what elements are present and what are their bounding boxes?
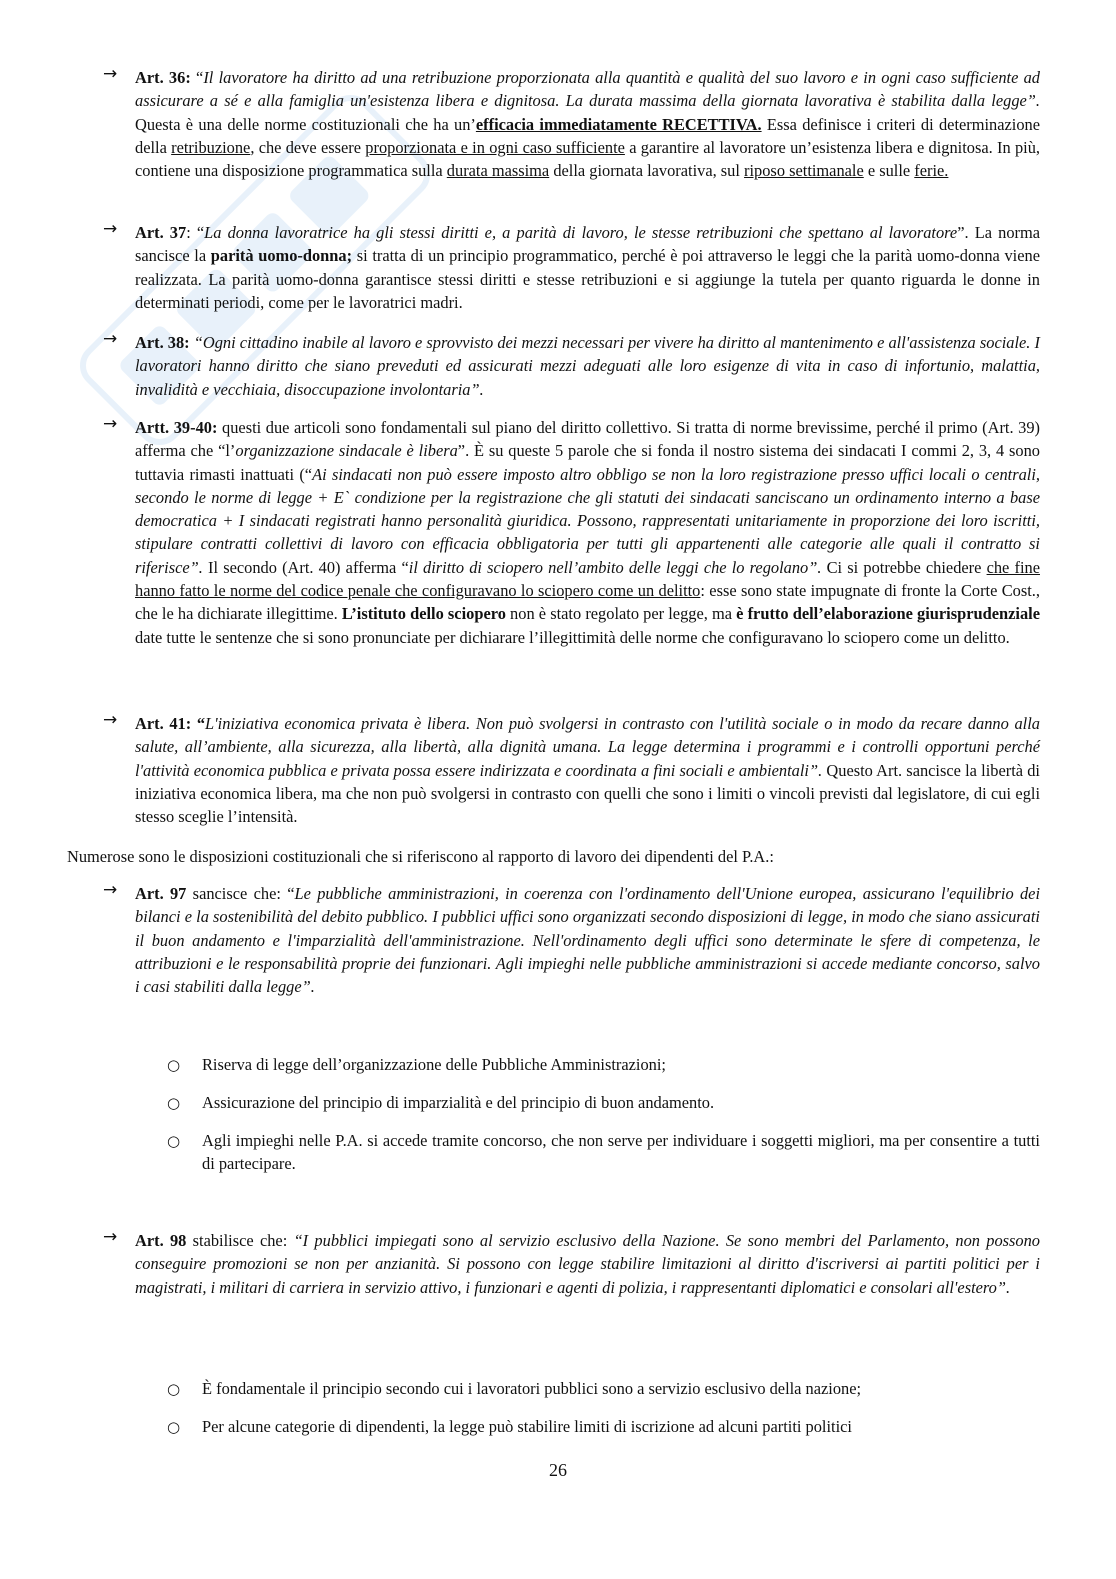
arrow-icon: → — [103, 880, 118, 900]
art3940-quote: Ai sindacati non può essere imposto altro obbligo se non la loro registrazione presso uffici locali o centrali, secondo le norme di legge + E` condizione per la registrazione che gli statuti dei sindacati sanciscano un ordinamento interno a base democratica + I sindacati registrati hanno personalità giuridica. Possono, rappresentati unitariamente in proporzione dei loro iscritti, stipulare contratti collettivi di lavoro con efficacia obbligatoria per tutti gli appartenenti alle categorie alle quali il contratto si riferisce”. — [135, 464, 1040, 577]
bullet-icon: ○ — [167, 1094, 181, 1112]
art98-label: Art. 98 — [135, 1231, 187, 1250]
art38-paragraph — [135, 331, 1040, 401]
art36-emphasis: efficacia immediatamente RECETTIVA. — [475, 114, 762, 134]
art97-paragraph: Art. 97 sancisce che: “Le pubbliche amministrazioni, in coerenza con l'ordinamento dell'Unione europea, assicurano l'equilibrio dei bilanci e la sostenibilità del debito pubblico. I pubblici uffici sono organizzati secondo disposizioni di legge, in modo che siano assicurati il buon andamento e l'imparzialità dell'amministrazione. Nell'ordinamento degli uffici sono determinate le sfere di competenza, le attribuzioni e le responsabilità proprie dei funzionari. Agli impieghi nelle pubbliche amministrazioni si accede mediante concorso, salvo i casi stabiliti dalla legge”. — [135, 884, 1041, 997]
art3940-label: Artt. 39-40: — [135, 418, 218, 437]
art98-paragraph: Art. 98 stabilisce che: “I pubblici impiegati sono al servizio esclusivo della Nazione. Se sono membri del Parlamento, non possono conseguire promozioni se non per anzianità. Si possono con legge stabilire limitazioni al diritto d'iscriversi ai partiti politici per i magistrati, i militari di carriera in servizio attivo, i funzionari e agenti di polizia, i rappresentanti diplomatici e consolari all'estero”. — [135, 1231, 1040, 1297]
art97-bullet-2: Assicurazione del principio di imparzialità e del principio di buon andamento. — [202, 1093, 715, 1112]
art3940-paragraph: Artt. 39-40: questi due articoli sono fondamentali sul piano del diritto collettivo. Si tratta di norme brevissime, perché il primo (Art. 39) afferma che “l’organizzazione sindacale è libera”. È su queste 5 parole che si fonda il nostro sistema dei sindacati I commi 2, 3, 4 sono tuttavia rimasti inattuati (“Ai sindacati non può essere imposto altro obbligo se non la loro registrazione presso uffici locali o centrali, secondo le norme di legge + E` condizione per la registrazione che gli statuti dei sindacati sanciscano un ordinamento interno a base democratica + I sindacati registrati hanno personalità giuridica. Possono, rappresentati unitariamente in proporzione dei loro iscritti, stipulare contratti collettivi di lavoro con efficacia obbligatoria per tutti gli appartenenti alle categorie alle quali il contratto si riferisce”. Il secondo (Art. 40) afferma “il diritto di sciopero nell’ambito delle leggi che lo regolano”. Ci si potrebbe chiedere che fine hanno fatto le norme del codice penale che configuravano lo sciopero come un delitto: esse sono state impugnate di fronte la Corte Cost., che le ha dichiarate illegittime. L’istituto dello sciopero non è stato regolato per legge, ma è frutto dell’elaborazione giurisprudenziale date tutte le sentenze che si sono pronunciate per dichiarare l’illegittimità delle norme che configuravano lo sciopero come un delitto. — [135, 418, 1041, 647]
art38-quote: “Ogni cittadino inabile al lavoro e sprovvisto dei mezzi necessari per vivere ha diritto al mantenimento e all'assistenza sociale. I lavoratori hanno diritto che siano preveduti ed assicurati mezzi adeguati alle loro esigenze di vita in caso di infortunio, malattia, invalidità e vecchiaia, disoccupazione involontaria”. — [135, 333, 1040, 399]
bullet-icon: ○ — [167, 1418, 181, 1436]
art37-quote: La donna lavoratrice ha gli stessi diritti e, a parità di lavoro, le stesse retribuzioni che spettano al lavoratore — [204, 223, 958, 242]
arrow-icon: → — [103, 414, 118, 434]
bullet-icon: ○ — [167, 1380, 181, 1398]
arrow-icon: → — [103, 329, 118, 349]
art36-paragraph: Art. 36: “Il lavoratore ha diritto ad una retribuzione proporzionata alla quantità e qualità del suo lavoro e in ogni caso sufficiente ad assicurare a sé e alla famiglia un'esistenza libera e dignitosa. La durata massima della giornata lavorativa è stabilita dalla legge”. Questa è una delle norme costituzionali che ha un’efficacia immediatamente RECETTIVA. Essa definisce i criteri di determinazione della retribuzione, che deve essere proporzionata e in ogni caso sufficiente a garantire al lavoratore un’esistenza libera e dignitosa. In più, contiene una disposizione programmatica sulla durata massima della giornata lavorativa, sul riposo settimanale e sulle ferie. — [135, 68, 1040, 181]
art41-quote: L'iniziativa economica privata è libera. Non può svolgersi in contrasto con l'utilità sociale o in modo da recare danno alla salute, all’ambiente, alla sicurezza, alla libertà, alla dignità umana. La legge determina i programmi e i controlli opportuni perché l'attività economica pubblica e privata possa essere indirizzata e coordinata a fini sociali e ambientali”. — [135, 714, 1040, 780]
art36-label: Art. 36: — [135, 68, 191, 87]
intro-pa-text: Numerose sono le disposizioni costituzionali che si riferiscono al rapporto di lavoro dei dipendenti del P.A.: — [67, 847, 774, 866]
arrow-icon: → — [103, 219, 118, 239]
bullet-icon: ○ — [167, 1132, 181, 1150]
bullet-icon: ○ — [167, 1056, 181, 1074]
art97-quote: Le pubbliche amministrazioni, in coerenza con l'ordinamento dell'Unione europea, assicurano l'equilibrio dei bilanci e la sostenibilità del debito pubblico. I pubblici uffici sono organizzati secondo disposizioni di legge, in modo che siano assicurati il buon andamento e l'imparzialità dell'amministrazione. Nell'ordinamento degli uffici sono determinate le sfere di competenza, le attribuzioni e le responsabilità proprie dei funzionari. Agli impieghi nelle pubbliche amministrazioni si accede mediante concorso, salvo i casi stabiliti dalla legge”. — [135, 884, 1041, 997]
art41-label: Art. 41: “ — [135, 714, 206, 733]
art36-quote: Il lavoratore ha diritto ad una retribuzione proporzionata alla quantità e qualità del suo lavoro e in ogni caso sufficiente ad assicurare a sé e alla famiglia un'esistenza libera e dignitosa. La durata massima della giornata lavorativa è stabilita dalla legge”. — [135, 68, 1040, 111]
art97-label: Art. 97 — [135, 884, 187, 903]
art41-paragraph: Art. 41: “L'iniziativa economica privata è libera. Non può svolgersi in contrasto con l'utilità sociale o in modo da recare danno alla salute, all’ambiente, alla sicurezza, alla libertà, alla dignità umana. La legge determina i programmi e i controlli opportuni perché l'attività economica pubblica e privata possa essere indirizzata e coordinata a fini sociali e ambientali”. Questo Art. sancisce la libertà di iniziativa economica libera, ma che non può svolgersi in contrasto con quelli che sono i limiti o vincoli previsti dal legislatore, di cui egli stesso sceglie l’intensità. — [135, 714, 1040, 827]
art38-label: Art. 38: — [135, 333, 190, 352]
art98-quote: “I pubblici impiegati sono al servizio esclusivo della Nazione. Se sono membri del Parlamento, non possono conseguire promozioni se non per anzianità. Si possono con legge stabilire limitazioni al diritto d'iscriversi ai partiti politici per i magistrati, i militari di carriera in servizio attivo, i funzionari e agenti di polizia, i rappresentanti diplomatici e consolari all'estero”. — [135, 1231, 1040, 1297]
arrow-icon: → — [103, 1227, 118, 1247]
art97-bullet-1: Riserva di legge dell’organizzazione delle Pubbliche Amministrazioni; — [202, 1055, 666, 1074]
art37-label: Art. 37 — [135, 223, 187, 242]
art98-bullet-2: Per alcune categorie di dipendenti, la legge può stabilire limiti di iscrizione ad alcuni partiti politici — [202, 1417, 852, 1436]
art98-bullet-1: È fondamentale il principio secondo cui i lavoratori pubblici sono a servizio esclusivo della nazione; — [202, 1379, 862, 1398]
art97-bullet-3: Agli impieghi nelle P.A. si accede tramite concorso, che non serve per individuare i soggetti migliori, ma per consentire a tutti di partecipare. — [202, 1131, 1040, 1174]
page-number: 26 — [549, 1460, 567, 1480]
art37-paragraph: Art. 37: “La donna lavoratrice ha gli stessi diritti e, a parità di lavoro, le stesse retribuzioni che spettano al lavoratore”. La norma sancisce la parità uomo-donna; si tratta di un principio programmatico, perché è poi attraverso le leggi che la parità uomo-donna viene realizzata. La parità uomo-donna garantisce stessi diritti e stesse retribuzioni e si aggiunge la tutela per quanto riguarda le donne in determinati periodi, come per le lavoratrici madri. — [135, 223, 1041, 312]
arrow-icon: → — [103, 64, 118, 84]
arrow-icon: → — [103, 710, 118, 730]
